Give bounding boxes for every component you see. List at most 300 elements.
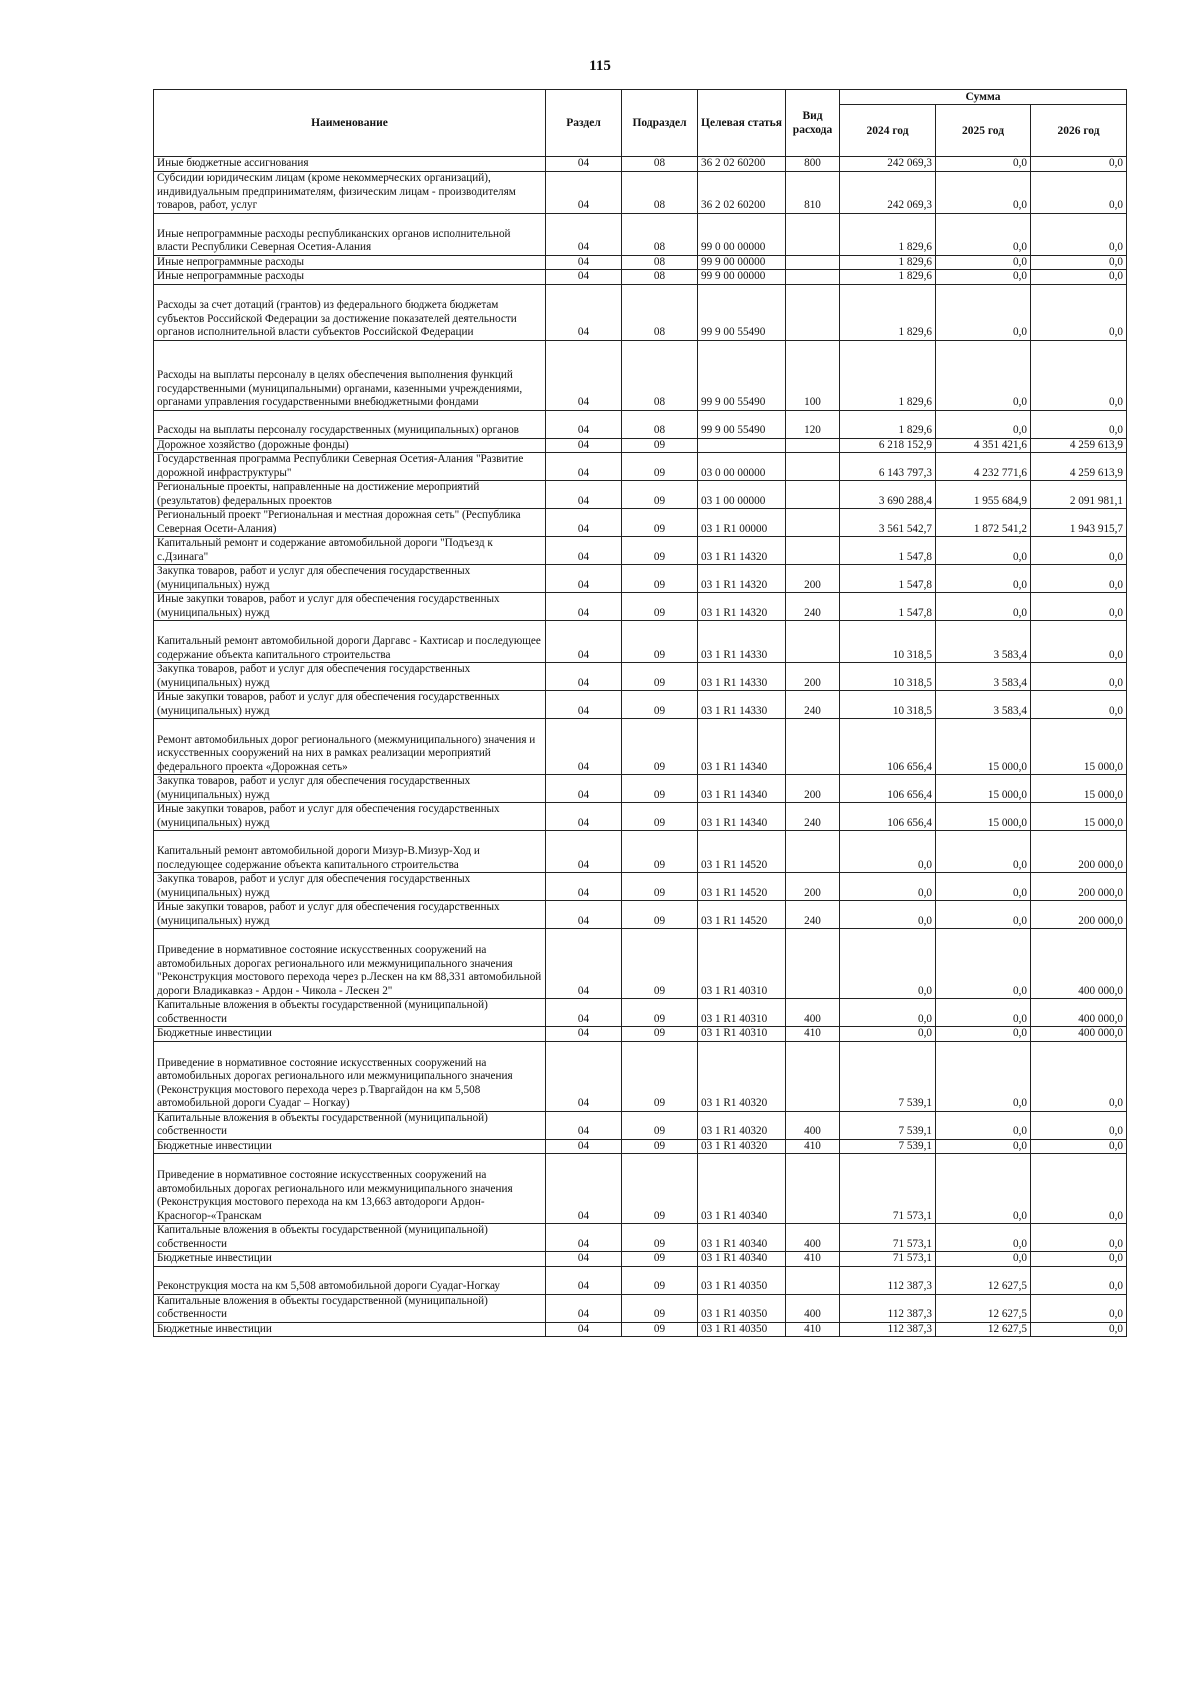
row-target: 03 1 R1 40340 xyxy=(698,1252,786,1267)
row-2026: 0,0 xyxy=(1031,691,1127,719)
row-2025: 0,0 xyxy=(936,1041,1031,1111)
table-row xyxy=(154,999,1127,1027)
table-row xyxy=(154,775,1127,803)
row-type: 200 xyxy=(786,873,840,901)
row-name: Иные закупки товаров, работ и услуг для обеспечения государственных (муниципальных) нужд xyxy=(154,691,546,719)
row-name: Капитальные вложения в объекты государственной (муниципальной) собственности xyxy=(154,1111,546,1139)
row-target: 03 1 R1 40320 xyxy=(698,1111,786,1139)
row-subsection: 08 xyxy=(622,213,698,255)
row-2024: 1 547,8 xyxy=(840,565,936,593)
row-2025: 0,0 xyxy=(936,873,1031,901)
table-row xyxy=(154,410,1127,438)
row-2024: 6 218 152,9 xyxy=(840,438,936,453)
row-2025: 0,0 xyxy=(936,171,1031,213)
table-row xyxy=(154,171,1127,213)
row-2025: 0,0 xyxy=(936,901,1031,929)
row-2026: 15 000,0 xyxy=(1031,803,1127,831)
table-row xyxy=(154,1041,1127,1111)
table-row xyxy=(154,663,1127,691)
row-name: Закупка товаров, работ и услуг для обеспечения государственных (муниципальных) нужд xyxy=(154,565,546,593)
row-2024: 3 561 542,7 xyxy=(840,509,936,537)
row-target: 03 0 00 00000 xyxy=(698,453,786,481)
row-name: Бюджетные инвестиции xyxy=(154,1139,546,1154)
row-subsection: 08 xyxy=(622,410,698,438)
row-type: 400 xyxy=(786,1294,840,1322)
row-type xyxy=(786,438,840,453)
row-subsection: 09 xyxy=(622,1252,698,1267)
row-name: Закупка товаров, работ и услуг для обеспечения государственных (муниципальных) нужд xyxy=(154,775,546,803)
row-section: 04 xyxy=(546,438,622,453)
table-row xyxy=(154,157,1127,172)
row-2025: 12 627,5 xyxy=(936,1266,1031,1294)
budget-table xyxy=(153,89,1127,1337)
row-section: 04 xyxy=(546,1266,622,1294)
row-2026: 0,0 xyxy=(1031,537,1127,565)
row-2026: 0,0 xyxy=(1031,157,1127,172)
row-2024: 0,0 xyxy=(840,831,936,873)
row-type: 100 xyxy=(786,340,840,410)
row-2024: 7 539,1 xyxy=(840,1041,936,1111)
row-name: Иные непрограммные расходы xyxy=(154,255,546,270)
row-2024: 6 143 797,3 xyxy=(840,453,936,481)
row-section: 04 xyxy=(546,565,622,593)
row-2025: 15 000,0 xyxy=(936,775,1031,803)
row-section: 04 xyxy=(546,340,622,410)
row-name: Расходы на выплаты персоналу государственных (муниципальных) органов xyxy=(154,410,546,438)
table-row xyxy=(154,621,1127,663)
row-2026: 0,0 xyxy=(1031,213,1127,255)
row-target: 99 9 00 55490 xyxy=(698,284,786,340)
row-section: 04 xyxy=(546,1252,622,1267)
row-2026: 0,0 xyxy=(1031,1252,1127,1267)
row-2025: 4 351 421,6 xyxy=(936,438,1031,453)
row-2026: 1 943 915,7 xyxy=(1031,509,1127,537)
row-2024: 10 318,5 xyxy=(840,691,936,719)
row-target: 03 1 R1 14520 xyxy=(698,831,786,873)
row-2024: 0,0 xyxy=(840,873,936,901)
row-subsection: 09 xyxy=(622,873,698,901)
row-name: Бюджетные инвестиции xyxy=(154,1252,546,1267)
row-type xyxy=(786,509,840,537)
row-type xyxy=(786,1154,840,1224)
table-row xyxy=(154,284,1127,340)
row-subsection: 09 xyxy=(622,481,698,509)
table-row xyxy=(154,929,1127,999)
row-subsection: 08 xyxy=(622,157,698,172)
table-row xyxy=(154,340,1127,410)
row-2024: 1 829,6 xyxy=(840,255,936,270)
row-type: 200 xyxy=(786,663,840,691)
row-name: Капитальные вложения в объекты государственной (муниципальной) собственности xyxy=(154,1294,546,1322)
header-subsection: Подраздел xyxy=(622,90,698,157)
table-header xyxy=(154,90,1127,157)
table-row xyxy=(154,438,1127,453)
row-section: 04 xyxy=(546,593,622,621)
row-2026: 0,0 xyxy=(1031,340,1127,410)
row-2025: 0,0 xyxy=(936,999,1031,1027)
row-target: 03 1 R1 14520 xyxy=(698,901,786,929)
row-2025: 15 000,0 xyxy=(936,803,1031,831)
row-name: Капитальный ремонт автомобильной дороги Мизур-В.Мизур-Ход и последующее содержание объекта капитального строительства xyxy=(154,831,546,873)
row-2024: 7 539,1 xyxy=(840,1139,936,1154)
header-sum: Сумма xyxy=(840,90,1127,105)
table-row xyxy=(154,1027,1127,1042)
row-2025: 0,0 xyxy=(936,831,1031,873)
row-2026: 200 000,0 xyxy=(1031,901,1127,929)
row-name: Иные закупки товаров, работ и услуг для обеспечения государственных (муниципальных) нужд xyxy=(154,803,546,831)
row-2024: 242 069,3 xyxy=(840,171,936,213)
table-row xyxy=(154,719,1127,775)
row-type: 400 xyxy=(786,999,840,1027)
row-2024: 1 547,8 xyxy=(840,537,936,565)
row-name: Бюджетные инвестиции xyxy=(154,1027,546,1042)
row-target: 03 1 R1 14320 xyxy=(698,565,786,593)
table-row xyxy=(154,1266,1127,1294)
row-section: 04 xyxy=(546,270,622,285)
row-section: 04 xyxy=(546,213,622,255)
row-target: 03 1 R1 00000 xyxy=(698,509,786,537)
row-target: 03 1 R1 40310 xyxy=(698,999,786,1027)
row-2025: 0,0 xyxy=(936,565,1031,593)
row-subsection: 09 xyxy=(622,438,698,453)
row-subsection: 09 xyxy=(622,593,698,621)
row-section: 04 xyxy=(546,831,622,873)
row-2026: 0,0 xyxy=(1031,270,1127,285)
row-section: 04 xyxy=(546,663,622,691)
row-name: Капитальные вложения в объекты государственной (муниципальной) собственности xyxy=(154,999,546,1027)
row-target: 03 1 R1 40340 xyxy=(698,1224,786,1252)
table-row xyxy=(154,481,1127,509)
table-row xyxy=(154,565,1127,593)
table-row xyxy=(154,1139,1127,1154)
row-2026: 200 000,0 xyxy=(1031,831,1127,873)
table-row xyxy=(154,1224,1127,1252)
row-name: Приведение в нормативное состояние искусственных сооружений на автомобильных дорогах регионального или межмуниципального значения "Реконструкция мостового перехода через р.Лескен на км 88,331 автомобильной дороги Владикавказ - Ардон - Чикола - Лескен 2" xyxy=(154,929,546,999)
row-subsection: 09 xyxy=(622,453,698,481)
row-2025: 3 583,4 xyxy=(936,691,1031,719)
row-2025: 1 955 684,9 xyxy=(936,481,1031,509)
row-name: Расходы за счет дотаций (грантов) из федерального бюджета бюджетам субъектов Российской Федерации за достижение показателей деятельности органов исполнительной власти субъектов Российской Федерации xyxy=(154,284,546,340)
row-2026: 2 091 981,1 xyxy=(1031,481,1127,509)
row-type: 410 xyxy=(786,1252,840,1267)
row-section: 04 xyxy=(546,284,622,340)
row-type xyxy=(786,213,840,255)
row-target: 03 1 R1 40350 xyxy=(698,1294,786,1322)
row-target: 03 1 R1 40340 xyxy=(698,1154,786,1224)
row-target: 03 1 R1 40310 xyxy=(698,929,786,999)
row-section: 04 xyxy=(546,803,622,831)
row-type: 120 xyxy=(786,410,840,438)
row-subsection: 09 xyxy=(622,537,698,565)
row-2025: 0,0 xyxy=(936,537,1031,565)
row-2025: 3 583,4 xyxy=(936,663,1031,691)
row-subsection: 09 xyxy=(622,663,698,691)
row-2025: 0,0 xyxy=(936,410,1031,438)
row-2025: 0,0 xyxy=(936,270,1031,285)
row-name: Бюджетные инвестиции xyxy=(154,1322,546,1337)
row-2025: 4 232 771,6 xyxy=(936,453,1031,481)
row-subsection: 09 xyxy=(622,803,698,831)
row-target: 03 1 R1 14320 xyxy=(698,537,786,565)
row-target: 03 1 R1 40320 xyxy=(698,1139,786,1154)
row-target: 03 1 R1 14330 xyxy=(698,691,786,719)
row-2026: 0,0 xyxy=(1031,1322,1127,1337)
row-type: 410 xyxy=(786,1027,840,1042)
row-section: 04 xyxy=(546,691,622,719)
row-subsection: 09 xyxy=(622,509,698,537)
row-2026: 0,0 xyxy=(1031,1154,1127,1224)
row-subsection: 09 xyxy=(622,565,698,593)
row-type xyxy=(786,481,840,509)
row-2026: 0,0 xyxy=(1031,284,1127,340)
row-2024: 112 387,3 xyxy=(840,1294,936,1322)
row-section: 04 xyxy=(546,1139,622,1154)
row-2024: 1 829,6 xyxy=(840,284,936,340)
header-section: Раздел xyxy=(546,90,622,157)
row-name: Иные закупки товаров, работ и услуг для обеспечения государственных (муниципальных) нужд xyxy=(154,901,546,929)
table-row xyxy=(154,1294,1127,1322)
row-name: Закупка товаров, работ и услуг для обеспечения государственных (муниципальных) нужд xyxy=(154,873,546,901)
row-subsection: 09 xyxy=(622,1294,698,1322)
row-2024: 0,0 xyxy=(840,929,936,999)
table-row xyxy=(154,1154,1127,1224)
row-2026: 0,0 xyxy=(1031,1139,1127,1154)
row-2024: 71 573,1 xyxy=(840,1154,936,1224)
row-section: 04 xyxy=(546,621,622,663)
row-name: Расходы на выплаты персоналу в целях обеспечения выполнения функций государственными (муниципальными) органами, казенными учреждениями, органами управления государственными внебюджетными фондами xyxy=(154,340,546,410)
row-type: 240 xyxy=(786,593,840,621)
row-target: 03 1 R1 14340 xyxy=(698,803,786,831)
row-2024: 71 573,1 xyxy=(840,1252,936,1267)
row-type xyxy=(786,284,840,340)
table-row xyxy=(154,593,1127,621)
row-2026: 0,0 xyxy=(1031,1111,1127,1139)
header-2024: 2024 год xyxy=(840,105,936,157)
row-name: Капитальные вложения в объекты государственной (муниципальной) собственности xyxy=(154,1224,546,1252)
row-target: 99 9 00 55490 xyxy=(698,410,786,438)
row-2025: 12 627,5 xyxy=(936,1294,1031,1322)
row-2025: 0,0 xyxy=(936,340,1031,410)
row-2024: 71 573,1 xyxy=(840,1224,936,1252)
row-2025: 0,0 xyxy=(936,284,1031,340)
row-type: 410 xyxy=(786,1139,840,1154)
header-name: Наименование xyxy=(154,90,546,157)
row-2026: 400 000,0 xyxy=(1031,929,1127,999)
row-type: 240 xyxy=(786,803,840,831)
row-subsection: 09 xyxy=(622,1266,698,1294)
row-section: 04 xyxy=(546,1041,622,1111)
row-target: 99 9 00 55490 xyxy=(698,340,786,410)
row-section: 04 xyxy=(546,1111,622,1139)
row-target: 36 2 02 60200 xyxy=(698,157,786,172)
row-2025: 0,0 xyxy=(936,929,1031,999)
row-target: 99 9 00 00000 xyxy=(698,255,786,270)
row-2026: 0,0 xyxy=(1031,410,1127,438)
row-target: 03 1 R1 40350 xyxy=(698,1266,786,1294)
row-section: 04 xyxy=(546,775,622,803)
row-name: Региональный проект "Региональная и местная дорожная сеть" (Республика Северная Осети-Алания) xyxy=(154,509,546,537)
row-section: 04 xyxy=(546,157,622,172)
row-target: 03 1 R1 14330 xyxy=(698,621,786,663)
row-2024: 1 829,6 xyxy=(840,270,936,285)
row-2026: 0,0 xyxy=(1031,621,1127,663)
row-section: 04 xyxy=(546,901,622,929)
row-section: 04 xyxy=(546,453,622,481)
row-2026: 0,0 xyxy=(1031,255,1127,270)
row-2026: 0,0 xyxy=(1031,1041,1127,1111)
row-2026: 0,0 xyxy=(1031,1266,1127,1294)
header-type: Вид расхода xyxy=(786,90,840,157)
table-row xyxy=(154,255,1127,270)
header-2026: 2026 год xyxy=(1031,105,1127,157)
row-target: 03 1 R1 40310 xyxy=(698,1027,786,1042)
row-subsection: 09 xyxy=(622,929,698,999)
table-row xyxy=(154,213,1127,255)
row-target: 03 1 R1 14340 xyxy=(698,775,786,803)
row-name: Дорожное хозяйство (дорожные фонды) xyxy=(154,438,546,453)
row-section: 04 xyxy=(546,1294,622,1322)
row-subsection: 09 xyxy=(622,1139,698,1154)
row-type: 410 xyxy=(786,1322,840,1337)
row-name: Ремонт автомобильных дорог регионального (межмуниципального) значения и искусственных сооружений на них в рамках реализации мероприятий федерального проекта «Дорожная сеть» xyxy=(154,719,546,775)
row-section: 04 xyxy=(546,929,622,999)
row-section: 04 xyxy=(546,509,622,537)
row-section: 04 xyxy=(546,999,622,1027)
row-subsection: 09 xyxy=(622,901,698,929)
row-2024: 106 656,4 xyxy=(840,775,936,803)
row-2025: 0,0 xyxy=(936,255,1031,270)
table-row xyxy=(154,509,1127,537)
table-row xyxy=(154,873,1127,901)
table-row xyxy=(154,1111,1127,1139)
row-2025: 0,0 xyxy=(936,1139,1031,1154)
row-type xyxy=(786,929,840,999)
row-2024: 112 387,3 xyxy=(840,1266,936,1294)
row-type xyxy=(786,831,840,873)
row-section: 04 xyxy=(546,1224,622,1252)
row-name: Реконструкция моста на км 5,508 автомобильной дороги Суадаг-Ногкау xyxy=(154,1266,546,1294)
row-subsection: 09 xyxy=(622,1224,698,1252)
row-2025: 0,0 xyxy=(936,1111,1031,1139)
table-row xyxy=(154,1322,1127,1337)
row-type xyxy=(786,270,840,285)
row-2026: 15 000,0 xyxy=(1031,775,1127,803)
row-subsection: 08 xyxy=(622,284,698,340)
row-2024: 112 387,3 xyxy=(840,1322,936,1337)
row-type: 240 xyxy=(786,691,840,719)
page-number: 115 xyxy=(589,58,611,74)
row-section: 04 xyxy=(546,1322,622,1337)
row-subsection: 09 xyxy=(622,1154,698,1224)
table-row xyxy=(154,691,1127,719)
table-row xyxy=(154,270,1127,285)
row-2024: 1 829,6 xyxy=(840,213,936,255)
row-2024: 10 318,5 xyxy=(840,621,936,663)
row-name: Закупка товаров, работ и услуг для обеспечения государственных (муниципальных) нужд xyxy=(154,663,546,691)
row-2025: 12 627,5 xyxy=(936,1322,1031,1337)
row-2025: 0,0 xyxy=(936,213,1031,255)
row-2025: 3 583,4 xyxy=(936,621,1031,663)
row-name: Субсидии юридическим лицам (кроме некоммерческих организаций), индивидуальным предпринимателям, физическим лицам - производителям товаров, работ, услуг xyxy=(154,171,546,213)
row-section: 04 xyxy=(546,1154,622,1224)
row-2024: 106 656,4 xyxy=(840,803,936,831)
row-subsection: 09 xyxy=(622,999,698,1027)
row-type xyxy=(786,719,840,775)
row-target: 03 1 R1 14340 xyxy=(698,719,786,775)
row-2024: 242 069,3 xyxy=(840,157,936,172)
table-row xyxy=(154,831,1127,873)
row-type: 400 xyxy=(786,1111,840,1139)
row-section: 04 xyxy=(546,537,622,565)
row-subsection: 09 xyxy=(622,1111,698,1139)
row-2024: 1 829,6 xyxy=(840,410,936,438)
row-subsection: 09 xyxy=(622,691,698,719)
row-target: 03 1 R1 14520 xyxy=(698,873,786,901)
row-target: 99 9 00 00000 xyxy=(698,270,786,285)
row-2024: 0,0 xyxy=(840,999,936,1027)
row-2024: 0,0 xyxy=(840,901,936,929)
row-2026: 0,0 xyxy=(1031,663,1127,691)
row-2025: 0,0 xyxy=(936,1224,1031,1252)
row-2024: 7 539,1 xyxy=(840,1111,936,1139)
header-2025: 2025 год xyxy=(936,105,1031,157)
row-subsection: 09 xyxy=(622,719,698,775)
row-target: 03 1 R1 14320 xyxy=(698,593,786,621)
row-type: 810 xyxy=(786,171,840,213)
row-subsection: 09 xyxy=(622,621,698,663)
row-section: 04 xyxy=(546,481,622,509)
row-type xyxy=(786,1041,840,1111)
row-type: 800 xyxy=(786,157,840,172)
row-subsection: 09 xyxy=(622,1322,698,1337)
row-type xyxy=(786,453,840,481)
row-subsection: 09 xyxy=(622,1041,698,1111)
row-section: 04 xyxy=(546,873,622,901)
row-2024: 3 690 288,4 xyxy=(840,481,936,509)
row-section: 04 xyxy=(546,255,622,270)
row-2026: 200 000,0 xyxy=(1031,873,1127,901)
row-2026: 0,0 xyxy=(1031,1224,1127,1252)
row-2026: 0,0 xyxy=(1031,565,1127,593)
row-2024: 0,0 xyxy=(840,1027,936,1042)
header-target: Целевая статья xyxy=(698,90,786,157)
row-2025: 1 872 541,2 xyxy=(936,509,1031,537)
row-name: Капитальный ремонт и содержание автомобильной дороги "Подъезд к с.Дзинага" xyxy=(154,537,546,565)
row-2025: 0,0 xyxy=(936,593,1031,621)
table-row xyxy=(154,453,1127,481)
row-2024: 1 829,6 xyxy=(840,340,936,410)
table-row xyxy=(154,803,1127,831)
row-type: 200 xyxy=(786,775,840,803)
table-row xyxy=(154,901,1127,929)
row-section: 04 xyxy=(546,171,622,213)
row-type xyxy=(786,537,840,565)
row-target: 36 2 02 60200 xyxy=(698,171,786,213)
row-name: Иные закупки товаров, работ и услуг для обеспечения государственных (муниципальных) нужд xyxy=(154,593,546,621)
row-subsection: 08 xyxy=(622,340,698,410)
row-2024: 10 318,5 xyxy=(840,663,936,691)
row-subsection: 09 xyxy=(622,775,698,803)
row-type: 400 xyxy=(786,1224,840,1252)
row-section: 04 xyxy=(546,1027,622,1042)
row-name: Приведение в нормативное состояние искусственных сооружений на автомобильных дорогах регионального или межмуниципального значения (Реконструкция мостового перехода через р.Тваргайдон на км 5,508 автомобильной дороги Суадаг – Ногкау) xyxy=(154,1041,546,1111)
row-name: Капитальный ремонт автомобильной дороги Даргавс - Кахтисар и последующее содержание объекта капитального строительства xyxy=(154,621,546,663)
row-subsection: 08 xyxy=(622,270,698,285)
row-2024: 106 656,4 xyxy=(840,719,936,775)
row-name: Иные непрограммные расходы xyxy=(154,270,546,285)
row-2024: 1 547,8 xyxy=(840,593,936,621)
row-2025: 0,0 xyxy=(936,1154,1031,1224)
